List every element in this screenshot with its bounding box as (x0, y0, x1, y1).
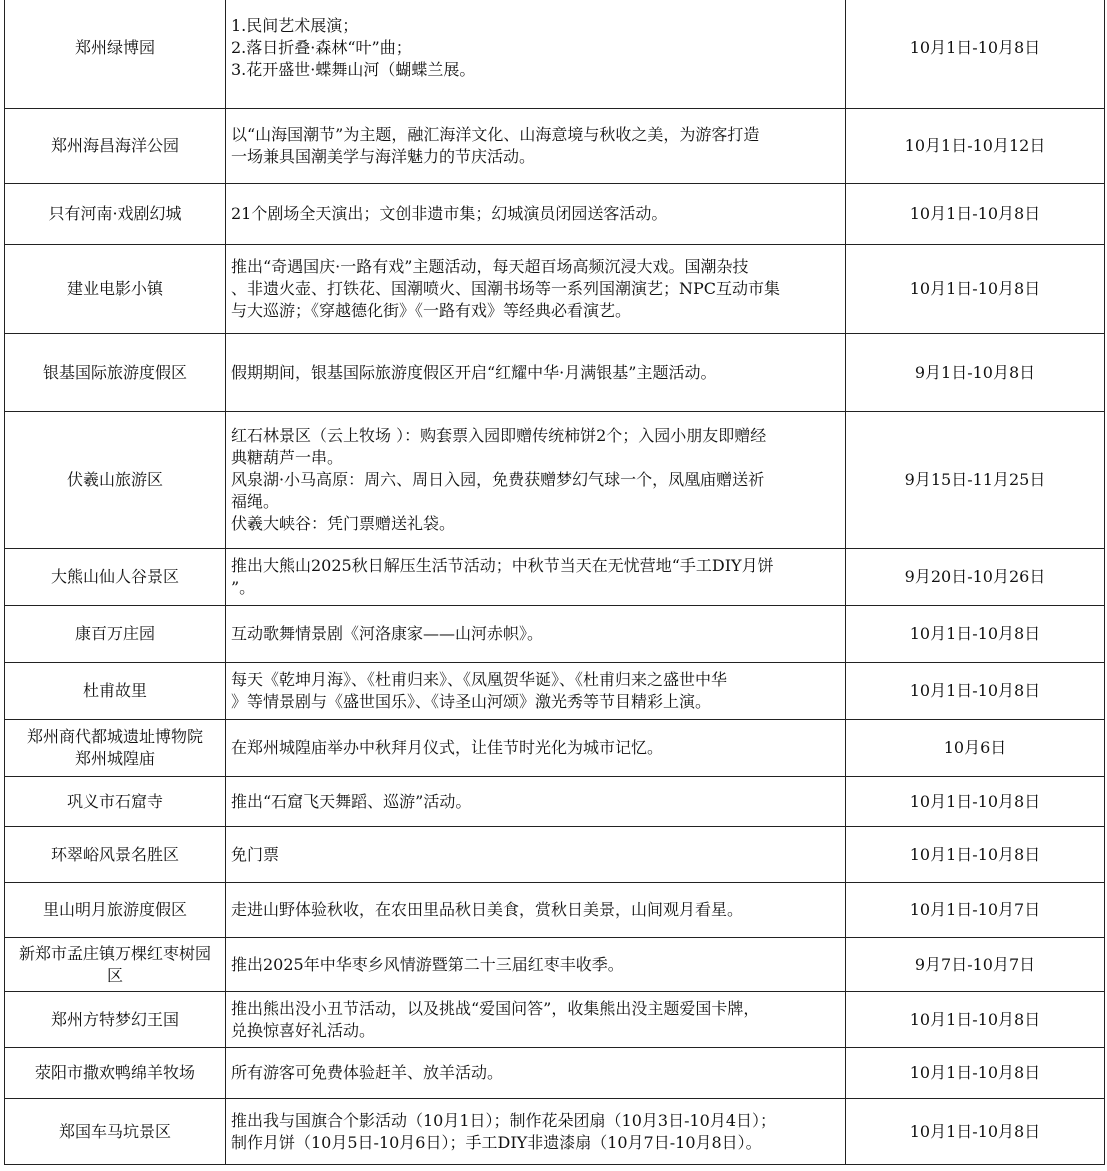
activity-description-line: 在郑州城隍庙举办中秋拜月仪式，让佳节时光化为城市记忆。 (231, 738, 664, 757)
date-range: 9月20日-10月26日 (904, 567, 1046, 586)
table-row (5, 883, 1105, 938)
activity-description-cell (226, 549, 846, 606)
date-range-cell (846, 992, 1105, 1048)
venue-name-cell (5, 883, 226, 938)
date-range-cell (846, 412, 1105, 549)
date-range: 10月1日-10月8日 (909, 1063, 1041, 1082)
date-range: 10月1日-10月12日 (904, 136, 1046, 155)
venue-name-cell (5, 245, 226, 334)
date-range-cell (846, 606, 1105, 663)
date-range-cell (846, 663, 1105, 720)
activity-description-cell (226, 938, 846, 992)
date-range: 10月1日-10月8日 (909, 37, 1041, 57)
date-range: 10月1日-10月8日 (909, 624, 1041, 643)
activity-description-cell (226, 992, 846, 1048)
activity-description-line: 、非遗火壶、打铁花、国潮喷火、国潮书场等一系列国潮演艺；NPC互动市集 (231, 279, 781, 298)
date-range-cell (846, 334, 1105, 412)
venue-name-cell (5, 1099, 226, 1165)
activity-description-line: 推出我与国旗合个影活动（10月1日）；制作花朵团扇（10月3日-10月4日）； (231, 1110, 777, 1130)
venue-name: 郑州海昌海洋公园 (50, 136, 179, 155)
activity-description-cell (226, 1099, 846, 1165)
activity-description-line: 推出熊出没小丑节活动，以及挑战“爱国问答”，收集熊出没主题爱国卡牌， (231, 998, 760, 1018)
activity-description-cell (226, 0, 846, 109)
date-range-cell (846, 1099, 1105, 1165)
venue-name: 郑州商代都城遗址博物院 (26, 727, 203, 746)
venue-name: 大熊山仙人谷景区 (50, 567, 179, 586)
date-range-cell (846, 1048, 1105, 1099)
activity-description-line: 2.落日折叠·森林“叶”曲； (231, 37, 412, 57)
venue-name-cell (5, 720, 226, 777)
venue-name: 只有河南·戏剧幻城 (48, 204, 182, 223)
activity-description-line: 福绳。 (231, 492, 280, 511)
activity-description-cell (226, 1048, 846, 1099)
date-range: 10月1日-10月8日 (909, 279, 1041, 298)
activity-description-line: ”。 (231, 578, 256, 597)
venue-name: 巩义市石窟寺 (66, 791, 163, 811)
activity-description-cell (226, 109, 846, 184)
activity-description-line: 走进山野体验秋收，在农田里品秋日美食，赏秋日美景，山间观月看星。 (231, 900, 744, 919)
table-row (5, 0, 1105, 109)
venue-name-cell (5, 109, 226, 184)
table-row (5, 720, 1105, 777)
venue-name: 郑州城隍庙 (74, 749, 155, 768)
venue-name: 环翠峪风景名胜区 (50, 844, 179, 864)
venue-name: 区 (106, 965, 123, 985)
date-range: 10月1日-10月8日 (909, 1009, 1041, 1029)
venue-name-cell (5, 549, 226, 606)
date-range: 10月1日-10月8日 (909, 844, 1041, 864)
table-row (5, 412, 1105, 549)
venue-name: 荥阳市撒欢鸭绵羊牧场 (34, 1063, 195, 1082)
activity-description-line: 》等情景剧与《盛世国乐》、《诗圣山河颂》激光秀等节目精彩上演。 (231, 692, 712, 711)
activity-description-line: 伏羲大峡谷：凭门票赠送礼袋。 (231, 514, 456, 533)
activity-description-cell (226, 606, 846, 663)
venue-name-cell (5, 606, 226, 663)
activity-description-line: 所有游客可免费体验赶羊、放羊活动。 (231, 1063, 504, 1082)
activity-description-line: 典糖葫芦一串。 (231, 448, 344, 467)
activity-description-line: 风泉湖·小马高原：周六、周日入园，免费获赠梦幻气球一个，凤凰庙赠送祈 (231, 470, 765, 489)
activity-description-cell (226, 720, 846, 777)
table-row (5, 245, 1105, 334)
activity-description-line: 推出“石窟飞天舞蹈、巡游”活动。 (231, 791, 472, 811)
venue-name-cell (5, 992, 226, 1048)
table-row (5, 663, 1105, 720)
activity-description-line: 1.民间艺术展演； (231, 15, 359, 35)
table-body (5, 0, 1105, 1165)
venue-name-cell (5, 663, 226, 720)
venue-name: 伏羲山旅游区 (66, 470, 163, 489)
venue-name: 郑州方特梦幻王国 (50, 1009, 179, 1029)
venue-name: 郑州绿博园 (74, 37, 155, 57)
venue-name-cell (5, 0, 226, 109)
venue-name: 郑国车马坑景区 (58, 1121, 171, 1141)
activity-description-cell (226, 412, 846, 549)
date-range: 10月1日-10月8日 (909, 791, 1041, 811)
venue-name: 里山明月旅游度假区 (42, 900, 187, 919)
activity-description-line: 21个剧场全天演出；文创非遗市集；幻城演员闭园送客活动。 (231, 204, 668, 223)
activity-description-cell (226, 184, 846, 245)
date-range: 10月1日-10月8日 (909, 204, 1041, 223)
activity-description-cell (226, 663, 846, 720)
table-row (5, 1048, 1105, 1099)
table-row (5, 184, 1105, 245)
activity-description-line: 假期期间，银基国际旅游度假区开启“红耀中华·月满银基”主题活动。 (231, 362, 717, 382)
table-row (5, 1099, 1105, 1165)
activity-description-cell (226, 245, 846, 334)
table-row (5, 109, 1105, 184)
activity-description-cell (226, 883, 846, 938)
date-range: 9月1日-10月8日 (914, 362, 1036, 382)
date-range: 10月1日-10月8日 (909, 1121, 1041, 1141)
activity-description-cell (226, 827, 846, 883)
venue-name: 银基国际旅游度假区 (42, 362, 187, 382)
date-range: 9月15日-11月25日 (904, 470, 1046, 489)
activity-description-line: 推出2025年中华枣乡风情游暨第二十三届红枣丰收季。 (231, 954, 624, 974)
date-range: 9月7日-10月7日 (914, 954, 1036, 974)
activity-description-line: 推出“奇遇国庆·一路有戏”主题活动，每天超百场高频沉浸大戏。国潮杂技 (231, 257, 749, 276)
date-range-cell (846, 777, 1105, 827)
venue-name: 新郑市孟庄镇万棵红枣树园 (18, 943, 211, 963)
activity-description-line: 互动歌舞情景剧《河洛康家——山河赤帜》。 (231, 624, 544, 643)
activity-description-line: 兑换惊喜好礼活动。 (231, 1020, 376, 1040)
activity-description-line: 推出大熊山2025秋日解压生活节活动；中秋节当天在无忧营地“手工DIY月饼 (231, 556, 774, 575)
date-range-cell (846, 883, 1105, 938)
activity-description-line: 与大巡游；《穿越德化街》《一路有戏》等经典必看演艺。 (231, 301, 632, 320)
table-row (5, 938, 1105, 992)
activity-description-line: 制作月饼（10月5日-10月6日）；手工DIY非遗漆扇（10月7日-10月8日）。 (231, 1132, 762, 1152)
activity-description-line: 一场兼具国潮美学与海洋魅力的节庆活动。 (231, 147, 536, 166)
activity-description-line: 红石林景区（云上牧场 ）：购套票入园即赠传统柿饼2个；入园小朋友即赠经 (231, 426, 767, 445)
activity-description-cell (226, 777, 846, 827)
activity-description-line: 每天《乾坤月海》、《杜甫归来》、《凤凰贺华诞》、《杜甫归来之盛世中华 (231, 670, 728, 689)
venue-name-cell (5, 938, 226, 992)
table-row (5, 549, 1105, 606)
date-range: 10月1日-10月8日 (909, 681, 1041, 700)
date-range-cell (846, 109, 1105, 184)
venue-name: 杜甫故里 (82, 681, 147, 700)
table-row (5, 777, 1105, 827)
activity-table (4, 0, 1105, 1165)
venue-name-cell (5, 184, 226, 245)
date-range-cell (846, 720, 1105, 777)
venue-name-cell (5, 827, 226, 883)
date-range-cell (846, 0, 1105, 109)
date-range: 10月6日 (943, 738, 1007, 757)
activity-description-cell (226, 334, 846, 412)
date-range-cell (846, 184, 1105, 245)
venue-name: 康百万庄园 (74, 624, 155, 643)
table-row (5, 334, 1105, 412)
activity-description-line: 3.花开盛世·蝶舞山河（蝴蝶兰展。 (231, 59, 476, 79)
venue-name-cell (5, 412, 226, 549)
table-row (5, 827, 1105, 883)
date-range: 10月1日-10月7日 (909, 900, 1041, 919)
date-range-cell (846, 549, 1105, 606)
venue-name-cell (5, 334, 226, 412)
venue-name: 建业电影小镇 (66, 279, 163, 298)
table-row (5, 992, 1105, 1048)
venue-name-cell (5, 777, 226, 827)
activity-description-line: 以“山海国潮节”为主题，融汇海洋文化、山海意境与秋收之美，为游客打造 (231, 125, 760, 144)
date-range-cell (846, 827, 1105, 883)
activity-description-line: 免门票 (231, 844, 280, 864)
date-range-cell (846, 245, 1105, 334)
table-row (5, 606, 1105, 663)
venue-name-cell (5, 1048, 226, 1099)
date-range-cell (846, 938, 1105, 992)
